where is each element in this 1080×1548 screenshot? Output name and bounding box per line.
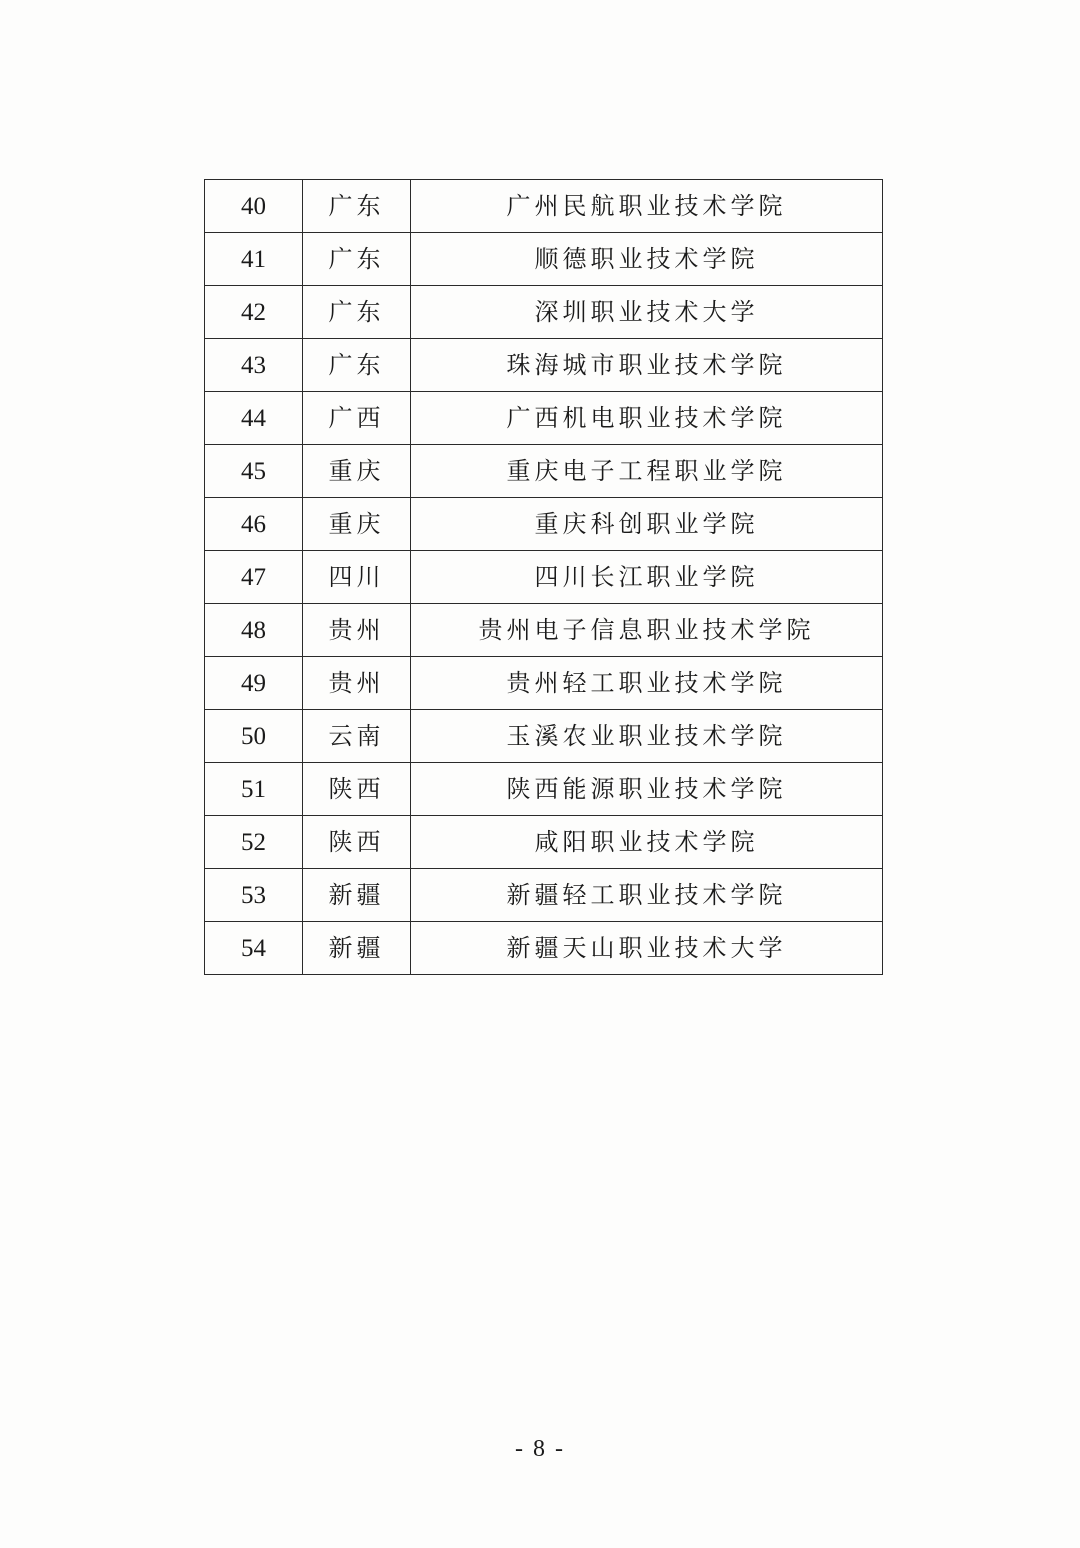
table-body xyxy=(205,180,883,975)
row-number-cell: 42 xyxy=(205,286,303,339)
province-cell: 贵州 xyxy=(303,657,411,710)
province-cell: 云南 xyxy=(303,710,411,763)
row-number-cell: 51 xyxy=(205,763,303,816)
row-number-cell: 53 xyxy=(205,869,303,922)
school-name-cell: 广州民航职业技术学院 xyxy=(411,180,883,233)
table-row xyxy=(205,551,883,604)
province-cell: 广西 xyxy=(303,392,411,445)
row-number-cell: 50 xyxy=(205,710,303,763)
school-name-cell: 重庆电子工程职业学院 xyxy=(411,445,883,498)
school-name-cell: 新疆轻工职业技术学院 xyxy=(411,869,883,922)
province-cell: 广东 xyxy=(303,286,411,339)
school-name-cell: 四川长江职业学院 xyxy=(411,551,883,604)
row-number-cell: 41 xyxy=(205,233,303,286)
row-number-cell: 52 xyxy=(205,816,303,869)
table-row xyxy=(205,233,883,286)
row-number-cell: 43 xyxy=(205,339,303,392)
school-list-table xyxy=(204,179,883,975)
table-row xyxy=(205,657,883,710)
school-name-cell: 广西机电职业技术学院 xyxy=(411,392,883,445)
school-name-cell: 玉溪农业职业技术学院 xyxy=(411,710,883,763)
school-name-cell: 陕西能源职业技术学院 xyxy=(411,763,883,816)
province-cell: 贵州 xyxy=(303,604,411,657)
row-number-cell: 44 xyxy=(205,392,303,445)
row-number-cell: 46 xyxy=(205,498,303,551)
table-row xyxy=(205,286,883,339)
province-cell: 新疆 xyxy=(303,922,411,975)
school-name-cell: 顺德职业技术学院 xyxy=(411,233,883,286)
school-list-table-container xyxy=(204,179,883,975)
school-name-cell: 深圳职业技术大学 xyxy=(411,286,883,339)
school-name-cell: 珠海城市职业技术学院 xyxy=(411,339,883,392)
province-cell: 重庆 xyxy=(303,498,411,551)
province-cell: 四川 xyxy=(303,551,411,604)
school-name-cell: 新疆天山职业技术大学 xyxy=(411,922,883,975)
table-row xyxy=(205,445,883,498)
row-number-cell: 54 xyxy=(205,922,303,975)
province-cell: 陕西 xyxy=(303,763,411,816)
school-name-cell: 重庆科创职业学院 xyxy=(411,498,883,551)
table-row xyxy=(205,763,883,816)
province-cell: 广东 xyxy=(303,180,411,233)
school-name-cell: 贵州电子信息职业技术学院 xyxy=(411,604,883,657)
row-number-cell: 49 xyxy=(205,657,303,710)
table-row xyxy=(205,922,883,975)
province-cell: 广东 xyxy=(303,233,411,286)
row-number-cell: 40 xyxy=(205,180,303,233)
table-row xyxy=(205,604,883,657)
table-row xyxy=(205,869,883,922)
province-cell: 陕西 xyxy=(303,816,411,869)
province-cell: 广东 xyxy=(303,339,411,392)
table-row xyxy=(205,498,883,551)
province-cell: 新疆 xyxy=(303,869,411,922)
table-row xyxy=(205,180,883,233)
table-row xyxy=(205,710,883,763)
page-number: - 8 - xyxy=(515,1436,565,1462)
school-name-cell: 咸阳职业技术学院 xyxy=(411,816,883,869)
row-number-cell: 45 xyxy=(205,445,303,498)
table-row xyxy=(205,392,883,445)
row-number-cell: 48 xyxy=(205,604,303,657)
school-name-cell: 贵州轻工职业技术学院 xyxy=(411,657,883,710)
table-row xyxy=(205,339,883,392)
row-number-cell: 47 xyxy=(205,551,303,604)
table-row xyxy=(205,816,883,869)
province-cell: 重庆 xyxy=(303,445,411,498)
